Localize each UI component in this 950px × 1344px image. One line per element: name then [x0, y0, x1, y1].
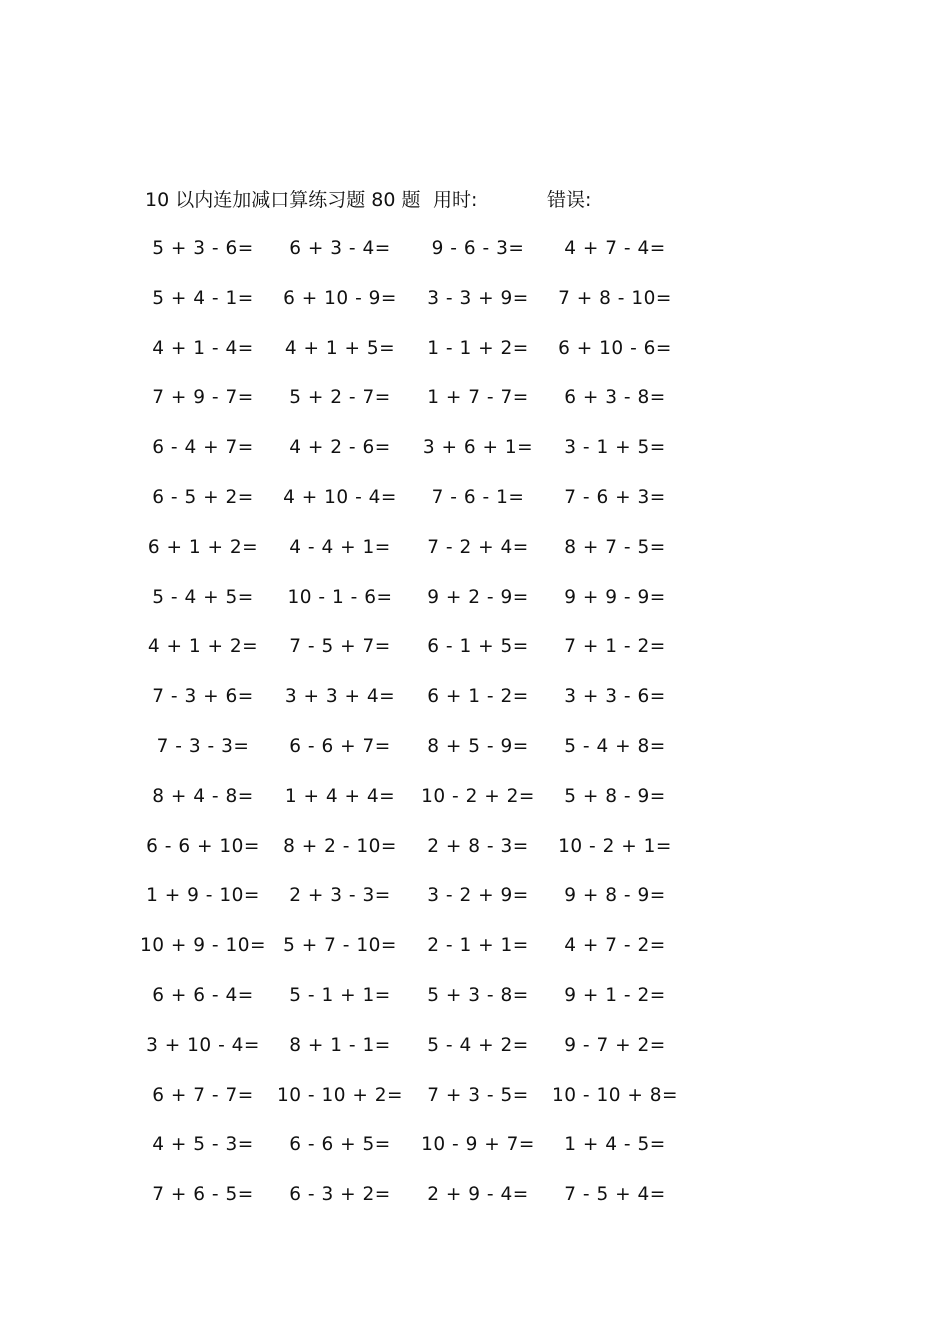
arithmetic-problem: 3 + 3 + 4=	[284, 686, 396, 708]
arithmetic-problem: 6 + 3 - 8=	[564, 387, 666, 409]
arithmetic-problem: 2 - 1 + 1=	[427, 935, 529, 957]
arithmetic-problem: 7 - 6 - 1=	[431, 486, 525, 508]
arithmetic-problem: 3 + 10 - 4=	[146, 1034, 260, 1056]
arithmetic-problem: 4 + 7 - 4=	[564, 238, 666, 259]
arithmetic-problem: 2 + 8 - 3=	[427, 835, 529, 857]
problem-row	[0, 683, 950, 733]
arithmetic-problem: 4 + 2 - 6=	[289, 437, 391, 459]
arithmetic-problem: 1 + 4 + 4=	[284, 785, 396, 807]
problem-row	[0, 434, 950, 484]
arithmetic-problem: 5 + 4 - 1=	[152, 287, 254, 309]
arithmetic-problem: 7 + 6 - 5=	[152, 1184, 254, 1206]
arithmetic-problem: 6 - 6 + 10=	[146, 835, 260, 857]
arithmetic-problem: 6 + 6 - 4=	[152, 984, 254, 1006]
arithmetic-problem: 5 - 4 + 8=	[564, 735, 666, 757]
arithmetic-problem: 6 - 4 + 7=	[152, 437, 254, 459]
arithmetic-problem: 10 - 9 + 7=	[421, 1134, 535, 1156]
arithmetic-problem: 2 + 3 - 3=	[289, 885, 391, 907]
arithmetic-problem: 8 + 1 - 1=	[289, 1034, 391, 1056]
problem-row	[0, 633, 950, 683]
arithmetic-problem: 2 + 9 - 4=	[427, 1184, 529, 1206]
arithmetic-problem: 7 - 5 + 4=	[564, 1184, 666, 1206]
arithmetic-problem: 3 - 2 + 9=	[427, 885, 529, 907]
arithmetic-problem: 9 - 7 + 2=	[564, 1034, 666, 1056]
problem-row	[0, 833, 950, 883]
arithmetic-problem: 4 + 10 - 4=	[283, 486, 397, 508]
problem-row	[0, 882, 950, 932]
arithmetic-problem: 10 - 2 + 1=	[558, 835, 672, 857]
arithmetic-problem: 9 + 8 - 9=	[564, 885, 666, 907]
arithmetic-problem: 5 - 4 + 2=	[427, 1034, 529, 1056]
arithmetic-problem: 9 + 9 - 9=	[564, 586, 666, 608]
arithmetic-problem: 6 + 10 - 6=	[558, 337, 672, 359]
arithmetic-problem: 7 - 3 + 6=	[152, 686, 254, 708]
arithmetic-problem: 7 - 5 + 7=	[289, 636, 391, 658]
errors-label: 错误:	[547, 189, 592, 211]
arithmetic-problem: 10 - 2 + 2=	[421, 785, 535, 807]
arithmetic-problem: 6 - 6 + 7=	[289, 735, 391, 757]
problem-row	[0, 932, 950, 982]
arithmetic-problem: 5 + 3 - 6=	[152, 238, 254, 259]
arithmetic-problem: 7 + 8 - 10=	[558, 287, 672, 309]
arithmetic-problem: 4 + 5 - 3=	[152, 1134, 254, 1156]
arithmetic-problem: 5 + 2 - 7=	[289, 387, 391, 409]
arithmetic-problem: 9 - 6 - 3=	[431, 238, 525, 259]
problem-row	[0, 335, 950, 385]
arithmetic-problem: 7 + 1 - 2=	[564, 636, 666, 658]
arithmetic-problem: 7 - 3 - 3=	[156, 735, 250, 757]
problem-row	[0, 534, 950, 584]
problem-row	[0, 1131, 950, 1181]
arithmetic-problem: 5 - 4 + 5=	[152, 586, 254, 608]
arithmetic-problem: 8 + 4 - 8=	[152, 785, 254, 807]
arithmetic-problem: 3 + 6 + 1=	[422, 437, 534, 459]
arithmetic-problem: 6 - 5 + 2=	[152, 486, 254, 508]
arithmetic-problem: 10 - 10 + 2=	[276, 1084, 404, 1106]
arithmetic-problem: 4 + 1 + 2=	[147, 636, 259, 658]
problem-row	[0, 484, 950, 534]
arithmetic-problem: 8 + 7 - 5=	[564, 536, 666, 558]
problem-row	[0, 235, 950, 285]
problem-row	[0, 1032, 950, 1082]
arithmetic-problem: 6 - 6 + 5=	[289, 1134, 391, 1156]
problem-row	[0, 1181, 950, 1231]
arithmetic-problem: 5 - 1 + 1=	[289, 984, 391, 1006]
arithmetic-problem: 5 + 8 - 9=	[564, 785, 666, 807]
arithmetic-problem: 6 - 3 + 2=	[289, 1184, 391, 1206]
arithmetic-problem: 7 + 3 - 5=	[427, 1084, 529, 1106]
arithmetic-problem: 6 + 1 - 2=	[427, 686, 529, 708]
arithmetic-problem: 7 + 9 - 7=	[152, 387, 254, 409]
problem-row	[0, 733, 950, 783]
arithmetic-problem: 9 + 2 - 9=	[427, 586, 529, 608]
problem-row	[0, 384, 950, 434]
arithmetic-problem: 4 + 1 + 5=	[284, 337, 396, 359]
arithmetic-problem: 9 + 1 - 2=	[564, 984, 666, 1006]
arithmetic-problem: 3 - 3 + 9=	[427, 287, 529, 309]
arithmetic-problem: 1 - 1 + 2=	[427, 337, 529, 359]
arithmetic-problem: 3 - 1 + 5=	[564, 437, 666, 459]
arithmetic-problem: 5 + 3 - 8=	[427, 984, 529, 1006]
arithmetic-problem: 10 - 10 + 8=	[551, 1084, 679, 1106]
arithmetic-problem: 1 + 4 - 5=	[564, 1134, 666, 1156]
arithmetic-problem: 5 + 7 - 10=	[283, 935, 397, 957]
arithmetic-problem: 10 + 9 - 10=	[139, 935, 267, 957]
arithmetic-problem: 1 + 9 - 10=	[146, 885, 260, 907]
arithmetic-problem: 8 + 5 - 9=	[427, 735, 529, 757]
arithmetic-problem: 4 + 1 - 4=	[152, 337, 254, 359]
worksheet-header	[0, 186, 950, 214]
problem-row	[0, 783, 950, 833]
arithmetic-problem: 1 + 7 - 7=	[427, 387, 529, 409]
arithmetic-problem: 6 + 3 - 4=	[289, 238, 391, 259]
problem-row	[0, 982, 950, 1032]
arithmetic-problem: 7 - 2 + 4=	[427, 536, 529, 558]
arithmetic-problem: 8 + 2 - 10=	[283, 835, 397, 857]
problem-row	[0, 1082, 950, 1132]
arithmetic-problem: 10 - 1 - 6=	[287, 586, 393, 608]
problem-row	[0, 584, 950, 634]
arithmetic-problem: 7 - 6 + 3=	[564, 486, 666, 508]
arithmetic-problem: 4 - 4 + 1=	[289, 536, 391, 558]
arithmetic-problem: 6 + 7 - 7=	[152, 1084, 254, 1106]
time-used-label: 用时:	[433, 189, 478, 211]
arithmetic-problem: 6 - 1 + 5=	[427, 636, 529, 658]
arithmetic-problem: 4 + 7 - 2=	[564, 935, 666, 957]
worksheet-title: 10 以内连加减口算练习题 80 题	[145, 189, 421, 211]
problem-grid	[0, 235, 950, 1231]
arithmetic-problem: 6 + 10 - 9=	[283, 287, 397, 309]
arithmetic-problem: 3 + 3 - 6=	[564, 686, 666, 708]
problem-row	[0, 285, 950, 335]
arithmetic-problem: 6 + 1 + 2=	[147, 536, 259, 558]
